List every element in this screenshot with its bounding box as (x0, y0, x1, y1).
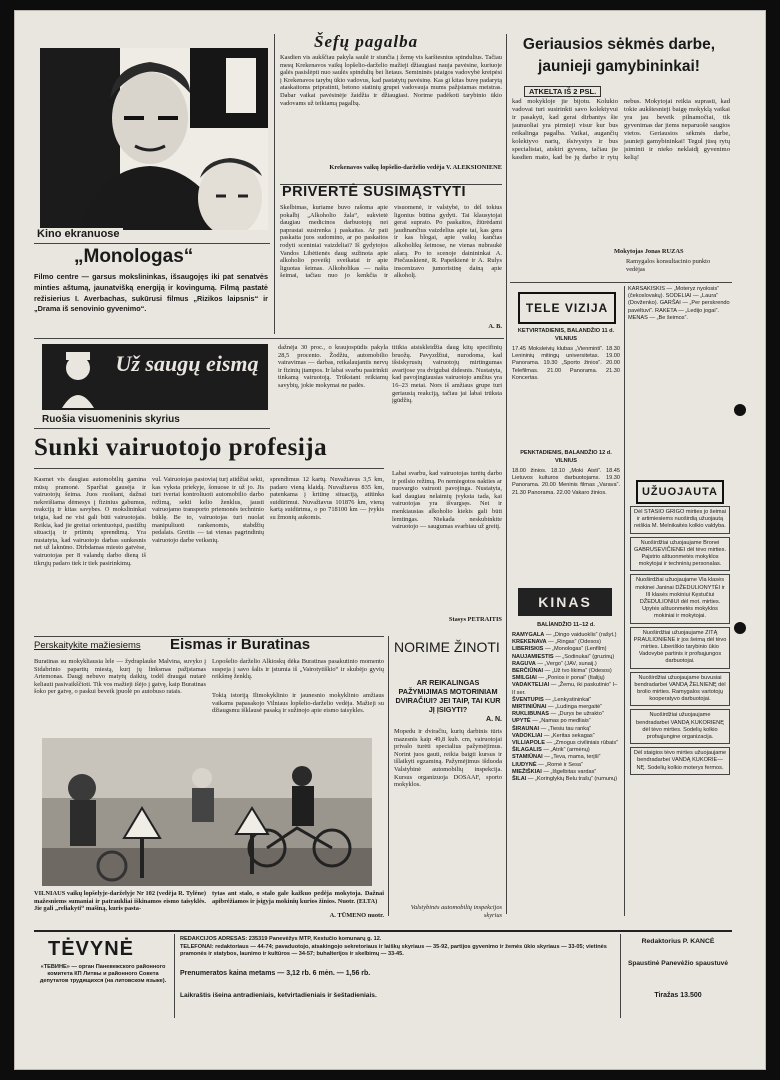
sefu-text: Kasdien vis aukščiau pakyla saulė ir siunčia į žemę vis karštesnius spindulius. Tačiau mesų Krekenavos vaikų lopšelio-darželio mažieji džiaugiasi nauja pavėsine, kuriuoje galės pasislėpti nuo saulės spindulių bei lietaus. Semininės įstaigos vadovybė kreipėsi į Krekenavos tarybų ūkio vadovus, kad pastatytų pavėsinę. Kas gi kitas buvę padarytą ataskaitoms pripratinti, betono statinių grupei vadovauja mums pažįstamas meistras. Dabar vaikai pavėsinėje žaidžia ir džiaugiasi. Norime padėkoti tarybinio ūkio vadovams už teikiamą pagalbą. (280, 54, 502, 107)
footer-tiraz: Tiražas 13.500 (654, 992, 702, 999)
eismas-text-6: Labai svarbu, kad vairuotojas turėtų darbo ir poilsio režimą. Po nemiegotos nakties ar nuovargio vairuoti pavojinga. Nustatyta, kad daugiau nelaimių įvyksta tada, kai vairuotojas yra išvargsęs. Net ir menkiausias alkoholio kiekis gali būti lemtingas. Niekada neskubinkite vairuotojo — saugumas svarbiau už greitį. (392, 470, 502, 531)
karsak-listing: KARSAKIŠKIS — „Moteryz nyolosis“ (čekoslovakų). SODELIAI — „Laura“ (Dovženko). GARŠAI — „Per perskrendo pavėltuvi“. RAKETA — „Ledijo jogai“. MENAS — „Be šeimos“. (628, 286, 730, 321)
eismas-text-4: dažnėja 30 proc., o kraujospūdis pakyla 28,5 procento. Žodžiu, automobilio vairavimas — darbas, reikalaujantis nervų ir fizinių įtampos. Ir labai svarbu pasirinkti tinkamą vairuotoją. Trūkstant reikiamų savybių, jokie mokymai ne padės. (278, 344, 388, 389)
geriausios-sign2: Ramygalos konsultacinio punkto vedėjas (626, 258, 711, 273)
footer-price: Prenumeratos kaina metams — 3,12 rb. 6 mėn. — 1,56 rb. (180, 970, 371, 977)
eismas-banner (42, 344, 268, 410)
uzuojauta-list (630, 506, 730, 775)
footer-address: REDAKCIJOS ADRESAS: 235319 Panevėžys MTP, Kestučio komunarų g. 12. (180, 936, 382, 942)
kinas-item: VILLIAPOLE — „Zmogus civiliniais rūbais“ (512, 740, 619, 747)
kinas-item: BERČIŪNAI — „Už tvo likima“ (Odesos) (512, 668, 612, 675)
buratinas-photo (42, 738, 372, 886)
geriausios-text: kad mokykloje jie bijotu. Kolukio vadovai turi susirinkti savo kolektyvui ir pasakyti, kad gerai dirbantys šie jaunuoliai yra pirmieji visur kur bus reikalinga pagalba. Vaikai, augančių kolektyvo narių, išsivystys ir bus specialistai, atskiri gyvens, tačiau jie kasdien mato, kad be jų darbo ir rytų nebus. Mokytojai reikia suprasti, kad tokie aukštesnieji baigę mokyklą vaikai yra jau beveik pilnamočiai, tik gyvenimas dar jiems neparuošė saugios vietos. Geriausios sėkmės darbe, jaunieji gamybininkai! Tegul jūsų rytų įsiminti ir nieko neklaidį gyvenimo kelią! (512, 98, 730, 161)
binder-hole (734, 404, 746, 416)
uzuojauta-item: Nuoširdžiai užuojaujame buvusiai bendradarbei VANDĄ ŽELNIENĘ dėl brolio mirties. Ramygalos vartotojų kooperatyvo darbuotojai. (630, 672, 730, 707)
eismas-sign: Stasys PETRAITIS (448, 616, 502, 623)
kinas-item: MIEŽIŠKIAI — „Išgelbitas vardas“ (512, 768, 597, 775)
kinas-item: KREKENAVA — „Ringas“ (Odesos) (512, 639, 602, 646)
footer-masthead-sub: «TЕВИНЕ» — орган Паневежского районного комитета КП Литвы и районного Совета депутатов трудящихся (на литовском языке). (39, 964, 167, 985)
kino-photo (40, 48, 268, 230)
sefu-title: Šefų pagalba (314, 32, 419, 51)
buratinas-text-2: Lopošelio darželio Alkioskų dėka Buratinas pasakutinio momento suspeja į savo šalis ir įstumia iš „Vairotytiškio“ ir skubėjo gyvių reikšmę ženklų. (212, 658, 384, 681)
buratinas-caption-2: tytas ant stalo, o stalo gale kažkuo pedėja mokytoja. Dažnai apibrėžiamos ir įsigyja mokinių kurios žinios. Nuotr. (ELTA) (212, 890, 384, 905)
kinas-item: SMILGIAI — „Ponios ir ponai“ (Italijų) (512, 675, 605, 682)
kinas-item: NAUJAMIESTIS — „Sodinukai“ (gruzinų) (512, 653, 615, 660)
norime-question: AR REIKALINGAS PAŽYMIJIMAS MOTORINIAM DVIRAČIUI? JEI TAIP, TAI KUR JĮ ĮSIGYTI? (395, 678, 501, 714)
uzuojauta-item: Nuoširdžiai užuojaujame ZITĄ PRAULIONIENE ir jos šeimą dėl tėvo mirties. Liberiškio tarybinio ūkio Vadovybė partinis ir profsąjungos darbuotojai. (630, 627, 730, 669)
footer-printing: Spaustinė Panevėžio spaustuvė (627, 960, 729, 967)
kino-text: Filmo centre — garsus mokslininkas, išsaugojęs iki pat senatvės minties aštumą, jaunatvišką energiją ir kovingumą. Filmą pastatė režisierius I. Averbachas, sukūrusi filmus „Rizikos laipsnis“ ir „Drama iš senovinio gyvenimo“. (34, 272, 268, 314)
eismas-banner-text: Už saugų eismą (115, 351, 259, 376)
kino-title: „Monologas“ (74, 246, 194, 267)
kinas-item: RAGUVA — „Vergo“ (JAV, sunaij.) (512, 660, 597, 667)
uzuojauta-item: Dėl staigios tėvo mirties užuojaujame bendradarbei VANDĄ KUKORIE—NĘ. Sodelių kolkio moterys fermos. (630, 747, 730, 775)
binder-hole (734, 622, 746, 634)
buratinas-caption: VILNIAUS vaikų lopšelyje-darželyje Nr 102 (vedėja R. Tylėne) mažesniems sumaniai ir patraukliai iškinamos eismo taisyklės. Jie gali „reliakyti“ mašiną, kuris pasta- (34, 890, 206, 913)
privert-sign: A. B. (488, 323, 502, 330)
kinas-item: STAMIŪNAI — „Teva, mama, terįši“ (512, 754, 601, 761)
privert-text: Skelbimas, kuriame buvo rašoma apie pokalbį „Alkoholio žala“, sukvietė daugiau medicinos darbuotojų nei paprastai susirenka į paskaitas. Ar pati paskaita juos sudomino, ar po paskaitos rodyti sceniniai vaizdeliai? Iš gydytojos Vandos Libėtienės daug sužinota apie alkoholio poveikį sveikatai ir apie liguotas šeimas. Alkoholikas — našta šeimai, tačiau nuo jo kenkčia ir visuomenė, ir valstybė, to dėl tokius ligonius būtina gydyti. Tai klausytojai gerai suprato. Po paskaitos, žiūrėdami jaudinančius vaizdelius apie tai, kas gera ir kas blogai, apie vaikų kančias alkoholikų šeimose, ne vienas nubraukė ašarą. Po to scenoje dainininkai A. Piečauskienė, R. Papeikienė ir A. Rulys inscenizavo jumoristinę dainą apie alkoholį. (280, 204, 502, 280)
tv-station-2: VILNIUS (554, 458, 578, 464)
eismas-text-3: sprendimus 12 kartų. Nuvažiavus 3,5 km, padaro vieną klaidą. Nuvažiavus 835 km, patenkama į kritinę situaciją, atitinka suidūrimui. Nuvažiavus 101876 km, vieną kartą suidūrima, o po 718100 km — įvykis su žmonių aukomis. (270, 476, 384, 521)
norime-sign: Valstybinės automobilių inspekcijos skyrius (410, 904, 502, 919)
norime-title: NORIME ŽINOTI (394, 639, 500, 655)
newspaper-page (14, 10, 766, 1070)
tv-day-1: KETVIRTADIENIS, BALANDŽIO 11 d. (517, 328, 615, 334)
footer-masthead: TĖVYNĖ (48, 938, 135, 960)
kinas-item: RAMYGALA — „Dingo vaiduoklis“ (rašyt.) (512, 632, 617, 638)
kinas-item: LIUDYNĖ — „Romė ir Sesa“ (512, 761, 583, 768)
kinas-item: LIBERISKIS — „Monologas“ (Lenfilm) (512, 646, 607, 653)
eismas-text-5: titikia atsiskleidžia daug kitų specifinių bruožų. Pavyzdžiui, nurodoma, kad išsiskyrusių vairuotojų mirtingumas avarijose yra dvigubai didesnis. Nustatyta, kad pavojingiausias vairuotojo amžius yra 16–23 metai. Nors iš amžiaus grupe turi geriausią reakciją, tačiau jai labai trūksta įgūdžių. (392, 344, 502, 405)
kinas-item: ŠIRAUNAI — „Tiesiu tau ranką“ (512, 725, 592, 732)
kinas-item: VADOKLIAI — „Keritas sekagas“ (512, 732, 595, 739)
norime-text: Mopedu ir dviračiu, kurių darbinis tūris mazesnis kaip 49,8 kub. cm, vairuotojai privalo turėti specialius pažymėjimus. Norint juos gauti, reikia baigti kursus ir išlaikyti egzaminą. Pažymėjimus išduoda Valstybinė automobilių inspekcija. Kursus organizuoja DOSAAF, sporto mokyklos. (394, 728, 502, 789)
buratinas-text-3: Tokią istoriją Ilimokyklinio ir jaunesnio mokyklinio amžiaus vaikams papasakojo Vilniaus lopšelio-darželio vedėja. Mažieji su džiaugsmu išklausė pasaką ir sužinojo apie eismo taisykles. (212, 692, 384, 715)
traffic-officer-icon (48, 344, 108, 410)
tv-prog-2: 18.00 žinios. 18.10 „Moki Aisti“. 18.45 Lietuvos kulturos darbuotojams. 19.30 Panorama. 20.00 Meninis filmas „Varava“. 21.30 Panorama. 22.00 Vakaro žinios. (512, 468, 620, 496)
uzuojauta-item: Nuoširdžiai užuojaujame Bronei GABRUSEVIČIENEI dėl tėvo mirties. Pajstrio aštuonmetės mokyklos mokytojai ir techninių personalas. (630, 537, 730, 572)
buratinas-caption-sign: A. TŪMENO nuotr. (329, 912, 384, 919)
footer-phones: TELEFONAI: redaktoriaus — 44-74; pavaduotojo, atsakingojo sekretoriaus ir laiškų skyriaus — 35-92, partijos gyvenimo ir žemės ūkio skyriaus — 33-05; vietinės pramonės ir statybos, launimo ir kultūros — 34-57; buhalterijos ir skelbimų — 33-45. (180, 944, 607, 958)
buratinas-rubric: Perskaitykite mažiesiems (34, 640, 141, 651)
uzuojauta-item: Nuoširdžiai užuojaujame Vla klasės mokinei Janinai DŽEDULIONYTĖI ir III klasės mokiniui Kęstučiui DŽEDULIONIUI dėl mot. mirties. Upytės aštuonmetės mokyklos mokiniai ir mokytojai. (630, 574, 730, 623)
kinas-item: RUKLIBUNAS — „Durys be užrakto“ (512, 711, 604, 718)
eismas-text-1: Kasmet vis daugiau automobilių gamina mūsų pramonė. Sparčiai gausėja ir vairuotojų šeima. Juos ruošiant, dažnai nekreišiama dėmesys į fizinius gabumus, reakciją ir kitas savybes. O mokslininkai teigia, kad ne visi gali būti vairuotojais. Reikia, kad jie greitai orientuotųsi, pastižtų situaciją ir priimtų sprendimą. Yra nustatyta, kad vairuotojo darbas sunkesnis net už laknūno. Dirbdamas miesto gatvėse, vairuotojas per 8 valandų darbo dieną iš tikrųjų padaro tiek ir tiek pasirinkimų. (34, 476, 146, 567)
kino-rubric: Kino ekranuose (34, 228, 123, 240)
tv-logo: TELE VIZIJA (518, 292, 616, 324)
kinas-item: MIRTINIŪNAI — „Ludinga mergaitė“ (512, 704, 603, 711)
eismas-text-2: vul. Vairuotojas pastoviaį turį atidžiai sekti, kas vyksta priekyje, šonuose ir už jo. Jis turi tvertai kontroliuoti automobilio darbo režimą, sekti kelio ženklus, jausti vairuojamo transporto priemonės techninio būklę. Be to, vairuotojas turi nuolat manipuliuoti rankenomis, stabdžių pedalais. Greitis — tai vienas pagrindinių vairuotojo darbe veiksnių. (152, 476, 264, 544)
uzuojauta-title: UŽUOJAUTA (636, 480, 724, 504)
kinas-date: BALİANDŽIO 11–12 d. (537, 622, 595, 628)
kinas-item: UPYTĖ — „Namas po medliais“ (512, 718, 591, 725)
eismas-rubric: Ruošia visuomeninis skyrius (42, 414, 180, 425)
traffic-class-photo (42, 738, 372, 886)
geriausios-continued: ATKELTA IŠ 2 PSL. (524, 86, 601, 97)
kinas-item: ŠVENTUPIS — „Lenkystininkai“ (512, 696, 592, 703)
sefu-sign: Krekenavos vaikų lopšelio-darželio vedėja V. ALEKSIONIENE (329, 164, 502, 171)
norime-asker: A. N. (486, 716, 502, 723)
geriausios-title: Geriausios sėkmės darbe, jaunieji gamybininkai! (522, 36, 716, 75)
tv-station-1: VILNIUS (554, 336, 578, 342)
kinas-item: ŠILAGALIS — „Atrik“ (armėnų) (512, 747, 590, 754)
buratinas-text-1: Buratinas su mokykliausia lele — žydraplauke Malvina, suvyko į Sidabrinio papartių miestą, kurį jų linksmas pažįstamas Artemonas. Daugį nebuvo matytų daiktų, todėl draugai nutarė keliauti pasivaikščioti. Tik vos mažieji išėjo į gatvę, kaip Buratinas šoko per gatvę, o paskui beveik įpuolė po autobuso ratais. (34, 658, 206, 696)
footer-issue: Laikraštis išeina antradieniais, ketvirtadieniais ir šeštadieniais. (180, 992, 377, 999)
kinas-listing (512, 632, 620, 783)
kinas-logo: KINAS (518, 588, 612, 616)
buratinas-title: Eismas ir Buratinas (170, 636, 311, 653)
kinas-item: VADAKTELIAI — „Žemu, iki paskutinio“ I–II ser. (512, 682, 618, 696)
uzuojauta-item: Dėl STASIO GRIGO mirties jo šeimai ir artimiesiems nuoširdią užuojautą reiškia M. Melnikaitės kolkio valdyba. (630, 506, 730, 534)
privert-title: PRIVERTĖ SUSIMĄSTYTI (282, 184, 467, 200)
tv-day-2: PENKTADIENIS, BALANDŽIO 12 d. (520, 450, 612, 456)
footer-editor: Redaktorius P. KANCĖ (641, 938, 715, 945)
geriausios-sign: Mokytojas Jonas RUZAS (614, 248, 684, 255)
eismas-title: Sunki vairuotojo profesija (34, 434, 328, 461)
uzuojauta-item: Nuoširdžiai užuojaujame bendradarbei VANDĄ KUKORIENĘ dėl tėvo mirties. Sodelių kolkio profsąjungine organizacija. (630, 709, 730, 744)
tv-prog-1: 17.45 Moksleivių klubas „Vienminti“. 18.30 Lenininių mitingų universitetas. 19.00 Panorama. 19.30 „Sporto žinios“. 20.00 Telefilmas. 21.00 Panorama. 21.30 Koncertas. (512, 346, 620, 381)
kinas-item: ŠILAI — „Koringlykių Belu trašų“ (rumunų) (512, 776, 618, 783)
kino-portrait-image (40, 48, 268, 230)
